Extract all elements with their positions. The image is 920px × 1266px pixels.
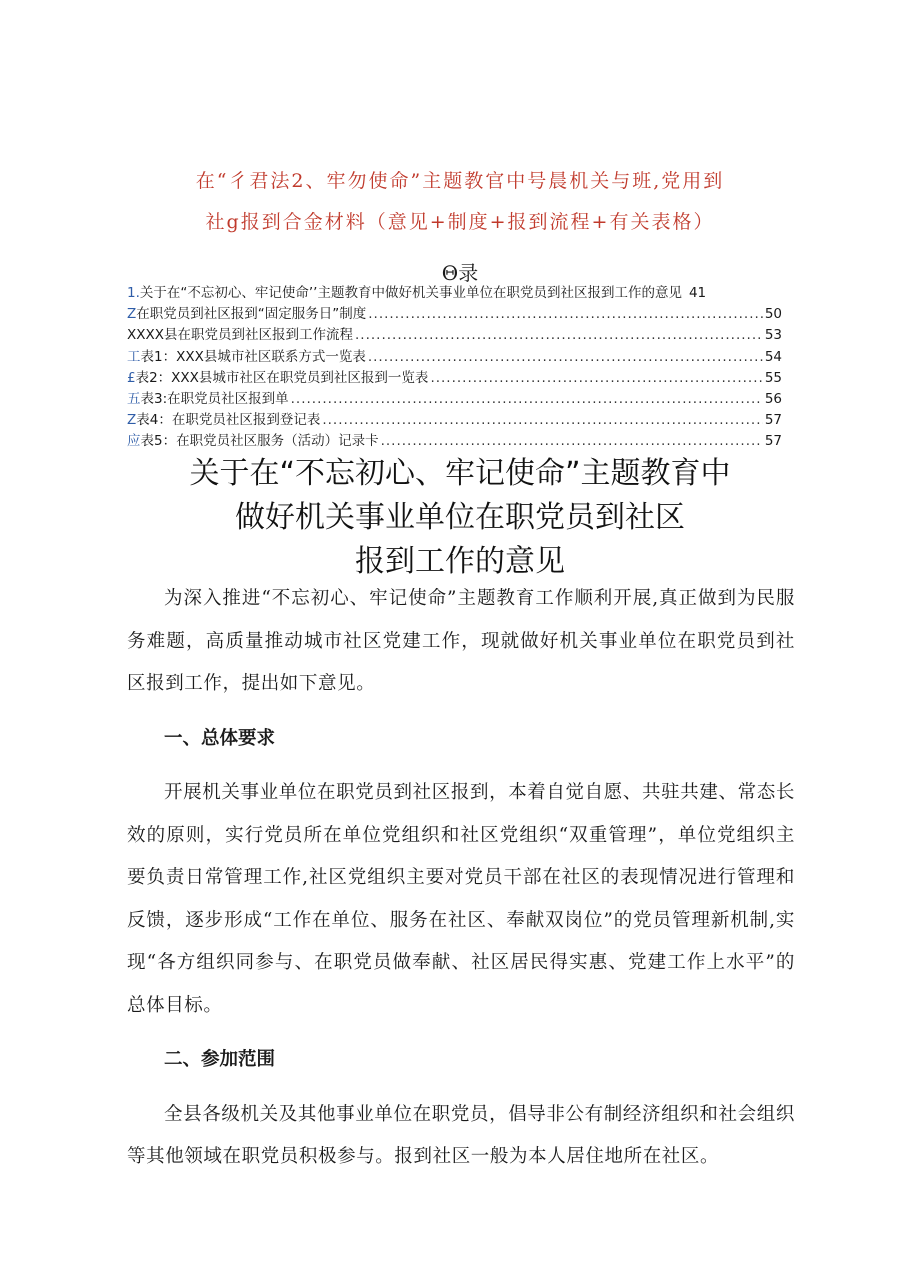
toc-entry-text: 表4：在职党员社区报到登记表 bbox=[136, 412, 321, 429]
toc-entry-prefix: 1. bbox=[127, 285, 140, 301]
toc-entry[interactable] bbox=[127, 345, 782, 366]
toc-entry[interactable] bbox=[127, 366, 782, 387]
document-title-line-2: 做好机关事业单位在职党员到社区 bbox=[235, 500, 685, 535]
toc-entry-page: 56 bbox=[764, 390, 782, 407]
toc-entry-page: 41 bbox=[688, 285, 707, 301]
section-paragraph: 开展机关事业单位在职党员到社区报到，本着自觉自愿、共驻共建、常态长效的原则，实行党员所在单位党组织和社区党组织“双重管理”，单位党组织主要负责日常管理工作,社区党组织主要对党员干部在社区的表现情况进行管理和反馈，逐步形成“工作在单位、服务在社区、奉献双岗位”的党员管理新机制,实现“各方组织同参与、在职党员做奉献、社区居民得实惠、党建工作上水平”的总体目标。 bbox=[127, 782, 795, 1016]
toc-entry-page: 50 bbox=[764, 306, 782, 323]
toc-leader-dots bbox=[291, 391, 763, 407]
toc-leader-dots bbox=[322, 412, 762, 428]
document-body bbox=[127, 578, 795, 1179]
toc-entry-page: 53 bbox=[764, 327, 782, 344]
toc-entry-prefix: £ bbox=[127, 369, 136, 386]
toc-entry-prefix: 五 bbox=[127, 390, 141, 407]
toc-entry[interactable] bbox=[127, 302, 782, 323]
toc-entry-text: 在职党员到社区报到“固定服务日”制度 bbox=[136, 306, 367, 323]
toc-leader-dots bbox=[430, 370, 762, 386]
toc-entry-text: XXXX县在职党员到社区报到工作流程 bbox=[127, 327, 353, 344]
document-title-line-1: 关于在“不忘初心、牢记使命”主题教育中 bbox=[189, 456, 731, 491]
toc-entry-page: 54 bbox=[764, 348, 782, 365]
toc-entry-text: 关于在“不忘初心、牢记使命’’主题教育中做好机关事业单位在职党员到社区报到工作的意见 bbox=[139, 285, 682, 301]
toc-entry-prefix: Z bbox=[127, 412, 137, 429]
toc-entry-text: 表1：XXX县城市社区联系方式一览表 bbox=[140, 348, 366, 365]
toc-leader-dots bbox=[355, 327, 763, 343]
section-heading: 一、总体要求 bbox=[164, 727, 276, 749]
table-of-contents bbox=[127, 281, 782, 451]
cover-title-line-2: 社g报到合金材料（意见+制度+报到流程+有关表格） bbox=[205, 211, 715, 233]
toc-entry-page: 57 bbox=[764, 412, 782, 429]
toc-heading: Θ录 bbox=[441, 261, 479, 285]
toc-entry[interactable] bbox=[127, 387, 782, 408]
document-title-line-3: 报到工作的意见 bbox=[355, 544, 565, 579]
toc-entry[interactable] bbox=[127, 408, 782, 429]
toc-leader-dots bbox=[368, 306, 763, 322]
toc-entry-prefix: 应 bbox=[127, 433, 141, 450]
toc-entry[interactable] bbox=[127, 281, 782, 302]
cover-title-line-1: 在“彳君法2、牢勿使命”主题教官中号晨机关与班,党用到 bbox=[195, 170, 725, 192]
toc-entry-prefix: 工 bbox=[127, 348, 141, 365]
section-heading: 二、参加范围 bbox=[164, 1049, 276, 1070]
section-paragraph: 全县各级机关及其他事业单位在职党员，倡导非公有制经济组织和社会组织等其他领域在职党员积极参与。报到社区一般为本人居住地所在社区。 bbox=[127, 1103, 795, 1167]
toc-entry-page: 57 bbox=[764, 433, 782, 450]
toc-entry-text: 表5：在职党员社区服务（活动）记录卡 bbox=[140, 433, 379, 450]
toc-leader-dots bbox=[381, 433, 763, 449]
intro-paragraph: 为深入推进“不忘初心、牢记使命”主题教育工作顺利开展,真正做到为民服务难题，高质量推动城市社区党建工作，现就做好机关事业单位在职党员到社区报到工作，提出如下意见。 bbox=[127, 588, 795, 694]
toc-entry-page: 55 bbox=[764, 369, 782, 386]
toc-entry[interactable] bbox=[127, 323, 782, 344]
toc-entry-text: 表3:在职党员社区报到单 bbox=[140, 390, 289, 407]
toc-leader-dots bbox=[368, 349, 763, 365]
toc-entry-text: 表2：XXX县城市社区在职党员到社区报到一览表 bbox=[135, 369, 429, 386]
toc-entry-prefix: Z bbox=[127, 306, 137, 323]
